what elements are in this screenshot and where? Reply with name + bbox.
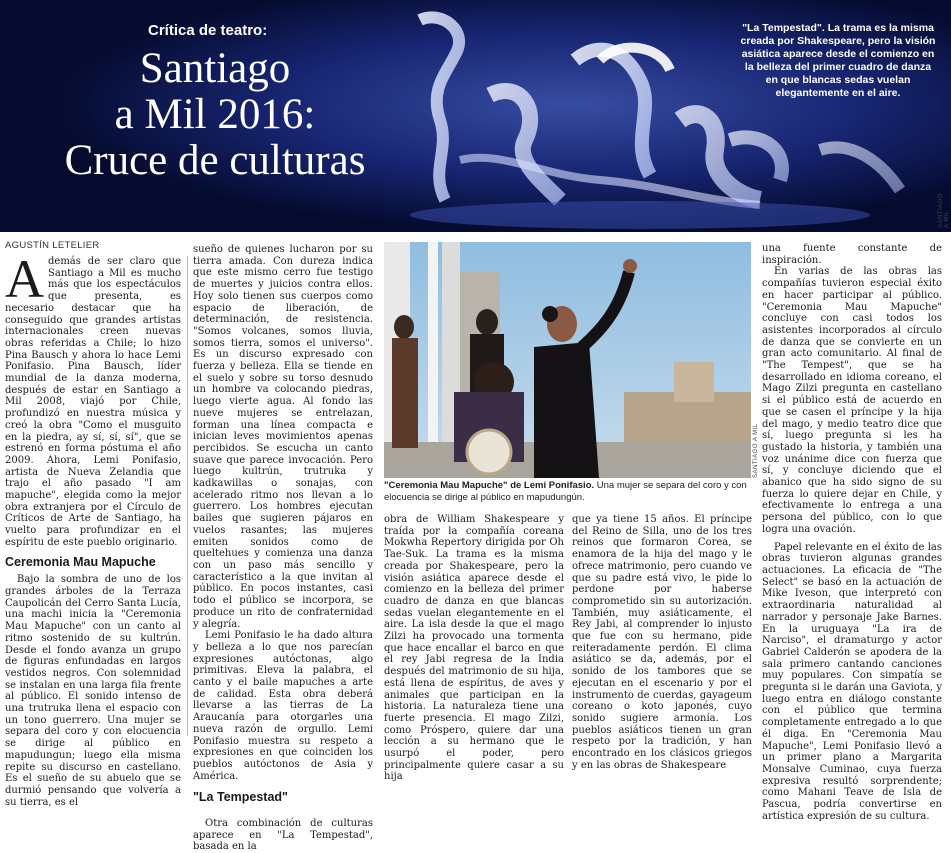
column-1 xyxy=(5,249,181,808)
photo-caption-text: Una mujer se separa del coro y con elocuencia se dirige al público en mapudungún. xyxy=(384,480,747,503)
banner xyxy=(0,0,951,232)
col5-paragraph-2: En varias de las obras las compañías tuvieron especial éxito en hacer participar al público. "Ceremonia Mau Mapuche" concluye con casi todos los asistentes incorporados al círculo de danza que se convierte en un gran acto comunitario. Al final de "The Tempest", que se ha desarrollado en idioma coreano, el Mago Zilzi pregunta en castellano si el público está de acuerdo en que se casen el príncipe y la hija del mago, y medio teatro dice que sí, luego pregunta si les ha gustado la historia, y también una voz unánime dice con fuerza que sí, y concluye diciendo que el abanico que ha sido signo de su fuerza lo quiere dejar en Chile, y efectivamente lo entrega a una persona del público, con lo que logra una ovación. xyxy=(762,266,942,535)
subhead-ceremonia: Ceremonia Mau Mapuche xyxy=(5,554,156,569)
col5-paragraph-3: Papel relevante en el éxito de las obras tuvieron algunas grandes actuaciones. La eficacia de "The Select" se basó en la actuación de Mike Iveson, que interpretó con extraordinaria naturalidad al narrador y personaje Jake Barnes. En la uruguaya "La ira de Narciso", el dramaturgo y actor Gabriel Calderón se apodera de la sala primero cantando canciones muy populares. Con simpatía se pregunta si le darán una Gaviota, y luego entra en diálogo constante con el público que termina completamente entregado a lo que él diga. En "Ceremonia Mau Mapuche", Lemi Ponifasio llevó a un primer plano a Margarita Monsalve Cuminao, cuya fuerza expresiva resultó sorprendente; como Mahani Teave de Isla de Pascua, podría convertirse en artística expresión de su cultura. xyxy=(762,541,942,822)
intro-text: demás de ser claro que Santiago a Mil es mucho más que los espectáculos que presenta, es necesario destacar que ha conseguido que grandes artistas internacionales creen nuevas obras referidas a Chile; lo hizo Pina Bausch y ahora lo hace Lemi Ponifasio. Pina Bausch, líder mundial de la danza moderna, después de estar en Santiago a Mil 2008, viajó por Chile, profundizó en nuestra música y creó la obra "Como el musguito en la piedra, ay sí, sí, sí", que se estrenó en forma póstuma el año 2009. Ahora, Lemi Ponifasio, artista de Nueva Zelandia que trajo el año pasado "I am mapuche", elegida como la mejor obra extranjera por el Círculo de Críticos de Arte de Santiago, ha vuelto para profundizar en el espíritu de este pueblo originario. xyxy=(5,256,181,548)
col2-paragraph-2: Lemi Ponifasio le ha dado altura y belleza a lo que nos parecían expresiones autóctonas, algo primitivas. Eleva la palabra, el canto y el baile mapuches a arte de calidad. Esta obra deberá llevarse a las tierras de La Araucanía para otorgarles una nueva razón de orgullo. Lemi Ponifasio muestra su respeto a expresiones en que coinciden los pueblos autóctonos de Asia y América. xyxy=(193,630,373,782)
col5-paragraph-1: una fuente constante de inspiración. xyxy=(762,243,942,266)
ceremony-photo xyxy=(384,242,751,478)
author-byline: AGUSTÍN LETELIER xyxy=(5,240,100,251)
col2-paragraph-1: sueño de quienes lucharon por su tierra amada. Con dureza indica que este mismo cerro fue testigo de muertes y juicios contra ellos. Hoy solo tienen sus cuerpos como espacio de liberación, de determinación, de resistencia. "Somos volcanes, somos lluvia, somos tierra, somos el universo". Es un discurso expresado con fuerza y belleza. Ella se tiende en el suelo y sobre su torso desnudo un hombre va colocando piedras, luego vierte agua. Al fondo las nueve mujeres se entrelazan, forman una línea compacta e inician leves movimientos apenas percibidos. Se escucha un canto suave que parece invocación. Pero luego kultrún, trutruka y kadkawillas o sonajas, con acelerado ritmo nos llevan a lo guerrero. Los hombres ejecutan bailes que sugieren pájaros en vuelos rasantes; las mujeres emiten sonidos como de queltehues y comienza una danza con un paso más sencillo y característico a la que invitan al público. En pocos instantes, casi todo el público se incorpora, se produce un rito de confraternidad y alegría. xyxy=(193,244,373,630)
col3-paragraph: obra de William Shakespeare y traída por la compañía coreana Mokwha Repertory dirigida por Oh Tae-Suk. La trama es la misma creada por Shakespeare, pero la visión asiática aparece desde el comienzo en la belleza del primer cuadro de danza en que blancas sedas vuelan elegantemente en el aire. La isla desde la que el mago Zilzi ha provocado una tormenta que hace encallar el barco en que el rey Jabi regresa de la India después del matrimonio de su hija, está llena de espíritus, de aves y animales que participan en la historia. La naturaleza tiene una fuerte presencia. El mago Zilzi, como Próspero, quiere dar una lección a su hermano que le usurpó el poder, pero principalmente quiere casar a su hija xyxy=(384,514,564,783)
dropcap: A xyxy=(5,249,44,309)
subhead-tempestad: "La Tempestad" xyxy=(193,790,288,805)
column-5 xyxy=(762,243,942,822)
kicker: Crítica de teatro: xyxy=(148,22,268,39)
headline xyxy=(0,46,430,184)
ceremony-photo-image xyxy=(384,242,751,478)
column-4 xyxy=(572,514,752,771)
banner-photo-credit: SANTIAGO A MIL xyxy=(938,192,950,228)
photo-caption xyxy=(384,480,754,503)
headline-line-2: a Mil 2016: xyxy=(114,91,316,138)
column-2 xyxy=(193,244,373,853)
col4-paragraph: que ya tiene 15 años. El príncipe del Reino de Silla, uno de los tres reinos que formaron Corea, se enamora de la hija del mago y le ofrece matrimonio, pero cuando ve que su padre está vivo, le pide lo perdone por haberse comprometido sin su autorización. También, muy asiáticamente, el Rey Jabi, al comprender lo injusto que fue con su hermano, pide reiteradamente perdón. El clima asiático se da, además, por el sonido de los tambores que se ejecutan en el escenario y por el instrumento de cuerdas, gayageum coreano o koto japonés, cuyo sonido sugiere armonía. Los pueblos asiáticos tienen un gran respeto por la tradición, y han encontrado en los clásicos griegos y en las obras de Shakespeare xyxy=(572,514,752,771)
col2-paragraph-3: Otra combinación de culturas aparece en "La Tempestad", basada en la xyxy=(193,818,373,853)
intro-paragraph xyxy=(5,249,181,549)
column-divider xyxy=(187,256,188,736)
headline-line-3: Cruce de culturas xyxy=(64,137,366,184)
banner-caption: "La Tempestad". La trama es la misma creada por Shakespeare, pero la visión asiática aparece desde el comienzo en la belleza del primer cuadro de danza en que blancas sedas vuelan elegantemente en el aire. xyxy=(740,22,936,99)
ceremonia-paragraph: Bajo la sombra de uno de los grandes árboles de la Terraza Caupolicán del Cerro Santa Lucía, una machi inicia la "Ceremonia Mau Mapuche" con un canto al ritmo sostenido de su kultrún. Desde el fondo avanza un grupo de figuras enfundadas en largos vestidos negros. Con solemnidad se instalan en una larga fila frente al público. El sonido intenso de una trutruka llena el espacio con un tono guerrero. Una mujer se separa del coro y con elocuencia se dirige al público en mapudungun; luego ella misma repite su discurso en castellano. Es el sueño de su abuelo que se durmió pensando que volvería a su tierra, es el xyxy=(5,574,181,808)
headline-line-1: Santiago xyxy=(139,45,291,92)
column-3 xyxy=(384,514,564,783)
photo-caption-title: "Ceremonia Mau Mapuche" de Lemi Ponifasio. xyxy=(384,480,595,491)
photo-credit: SANTIAGO A MIL xyxy=(753,423,759,478)
